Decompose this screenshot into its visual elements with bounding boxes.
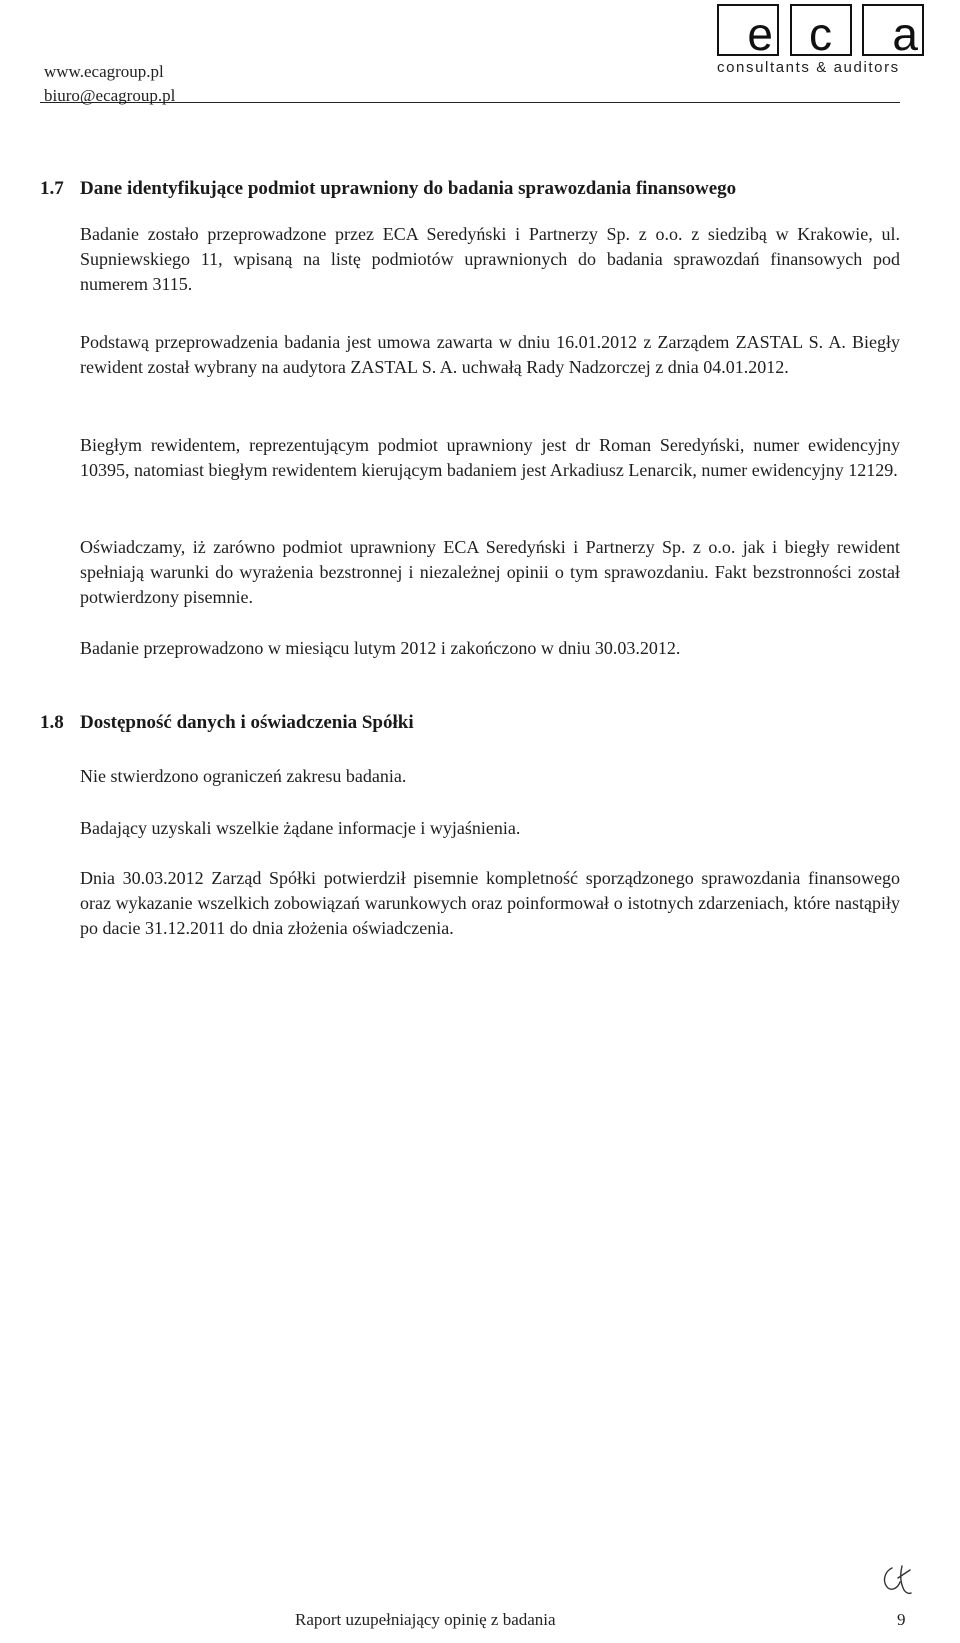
logo-tagline: consultants & auditors bbox=[717, 59, 900, 76]
paragraph-scope: Nie stwierdzono ograniczeń zakresu badania. bbox=[80, 766, 407, 786]
paragraph-management-representation: Dnia 30.03.2012 Zarząd Spółki potwierdził pisemnie kompletność sporządzonego sprawozdania finansowego oraz wykazanie wszelkich zobowiązań warunkowych oraz poinformował o istotnych zdarzeniach, które nastąpiły po dacie 31.12.2011 do dnia złożenia oświadczenia. bbox=[80, 868, 900, 938]
logo-letter-c: c bbox=[790, 4, 852, 56]
paragraph-auditor-entity: Badanie zostało przeprowadzone przez ECA Seredyński i Partnerzy Sp. z o.o. z siedzibą w Krakowie, ul. Supniewskiego 11, wpisaną na listę podmiotów uprawnionych do badania sprawozdań finansowych pod numerem 3115. bbox=[80, 224, 900, 294]
logo-letter-e: e bbox=[717, 4, 779, 56]
paragraph-independence: Oświadczamy, iż zarówno podmiot uprawniony ECA Seredyński i Partnerzy Sp. z o.o. jak i biegły rewident spełniają warunki do wyrażenia bezstronnej i niezależnej opinii o tym sprawozdaniu. Fakt bezstronności został potwierdzony pisemnie. bbox=[80, 537, 900, 607]
company-logo bbox=[717, 4, 924, 76]
logo-letter-a: a bbox=[862, 4, 924, 56]
section-title: Dane identyfikujące podmiot uprawniony do badania sprawozdania finansowego bbox=[80, 178, 737, 199]
paragraph-information: Badający uzyskali wszelkie żądane informacje i wyjaśnienia. bbox=[80, 818, 521, 838]
email-link[interactable]: biuro@ecagroup.pl bbox=[44, 86, 176, 105]
footer-title: Raport uzupełniający opinię z badania bbox=[295, 1610, 556, 1629]
paragraph-audit-dates: Badanie przeprowadzono w miesiącu lutym 2012 i zakończono w dniu 30.03.2012. bbox=[80, 638, 681, 658]
section-title: Dostępność danych i oświadczenia Spółki bbox=[80, 712, 414, 733]
logo-boxes bbox=[717, 4, 924, 60]
website-link[interactable]: www.ecagroup.pl bbox=[44, 62, 164, 81]
section-heading-1-7 bbox=[40, 178, 736, 200]
header-divider bbox=[40, 102, 900, 103]
section-number: 1.8 bbox=[40, 712, 64, 733]
header-contact bbox=[44, 60, 175, 108]
paragraph-auditors: Biegłym rewidentem, reprezentującym podmiot uprawniony jest dr Roman Seredyński, numer ewidencyjny 10395, natomiast biegłym rewidentem kierującym badaniem jest Arkadiusz Lenarcik, numer ewidencyjny 12129. bbox=[80, 435, 900, 480]
page-number: 9 bbox=[897, 1610, 906, 1629]
paragraph-engagement-basis: Podstawą przeprowadzenia badania jest umowa zawarta w dniu 16.01.2012 z Zarządem ZASTAL S. A. Biegły rewident został wybrany na audytora ZASTAL S. A. uchwałą Rady Nadzorczej z dnia 04.01.2012. bbox=[80, 332, 900, 377]
section-number: 1.7 bbox=[40, 178, 64, 199]
handwritten-initials bbox=[878, 1564, 912, 1596]
section-heading-1-8 bbox=[40, 712, 414, 734]
